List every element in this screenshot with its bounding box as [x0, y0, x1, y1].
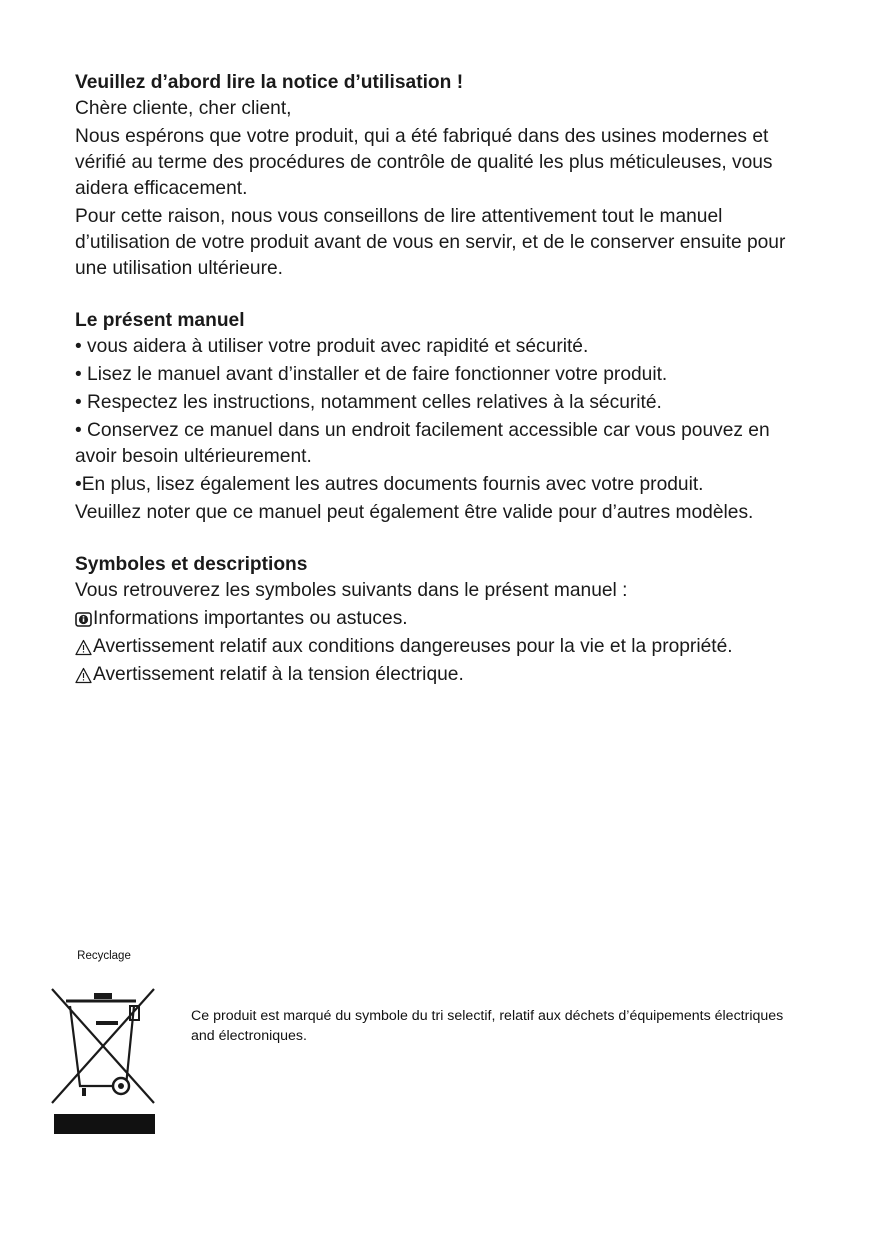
intro-heading: Veuillez d’abord lire la notice d’utilisation !: [75, 72, 464, 93]
symbol-item-text: Avertissement relatif aux conditions dangereuses pour la vie et la propriété.: [93, 636, 733, 657]
manual-item: • Respectez les instructions, notamment celles relatives à la sécurité.: [75, 392, 662, 413]
manual-section: [75, 308, 800, 526]
intro-paragraph-2: Pour cette raison, nous vous conseillons de lire attentivement tout le manuel d’utilisation de votre produit avant de vous en servir, et de le conserver ensuite pour une utilisation ultérieure.: [75, 206, 786, 279]
crossed-out-wheelie-bin-icon: [48, 1125, 160, 1142]
symbol-item-text: Avertissement relatif à la tension électrique.: [93, 664, 464, 685]
intro-paragraph-1: Nous espérons que votre produit, qui a été fabriqué dans des usines modernes et vérifié au terme des procédures de contrôle de qualité les plus méticuleuses, vous aidera efficacement.: [75, 126, 773, 199]
recycling-label: Recyclage: [77, 950, 131, 962]
symbol-item-info: [75, 606, 800, 632]
manual-item: •En plus, lisez également les autres documents fournis avec votre produit.: [75, 474, 704, 495]
warning-triangle-icon: [75, 667, 92, 684]
main-content: [75, 70, 800, 714]
symbols-heading: Symboles et descriptions: [75, 554, 308, 575]
symbol-item-text: Informations importantes ou astuces.: [93, 608, 408, 629]
warning-triangle-icon: [75, 639, 92, 656]
manual-item: • Lisez le manuel avant d’installer et de faire fonctionner votre produit.: [75, 364, 668, 385]
manual-item: • Conservez ce manuel dans un endroit facilement accessible car vous pouvez en avoir besoin ultérieurement.: [75, 420, 770, 467]
manual-note: Veuillez noter que ce manuel peut également être valide pour d’autres modèles.: [75, 502, 754, 523]
greeting: Chère cliente, cher client,: [75, 98, 292, 119]
recycling-text: Ce produit est marqué du symbole du tri selectif, relatif aux déchets d’équipements électriques and électroniques.: [191, 1008, 784, 1044]
info-icon: [75, 611, 92, 628]
manual-item: • vous aidera à utiliser votre produit avec rapidité et sécurité.: [75, 336, 589, 357]
intro-section: [75, 70, 800, 282]
symbols-section: [75, 552, 800, 688]
symbol-item-danger: [75, 634, 800, 660]
symbol-item-electric: [75, 662, 800, 688]
recycling-block: [48, 950, 160, 1143]
manual-heading: Le présent manuel: [75, 310, 245, 331]
symbols-intro: Vous retrouverez les symboles suivants dans le présent manuel :: [75, 580, 628, 601]
